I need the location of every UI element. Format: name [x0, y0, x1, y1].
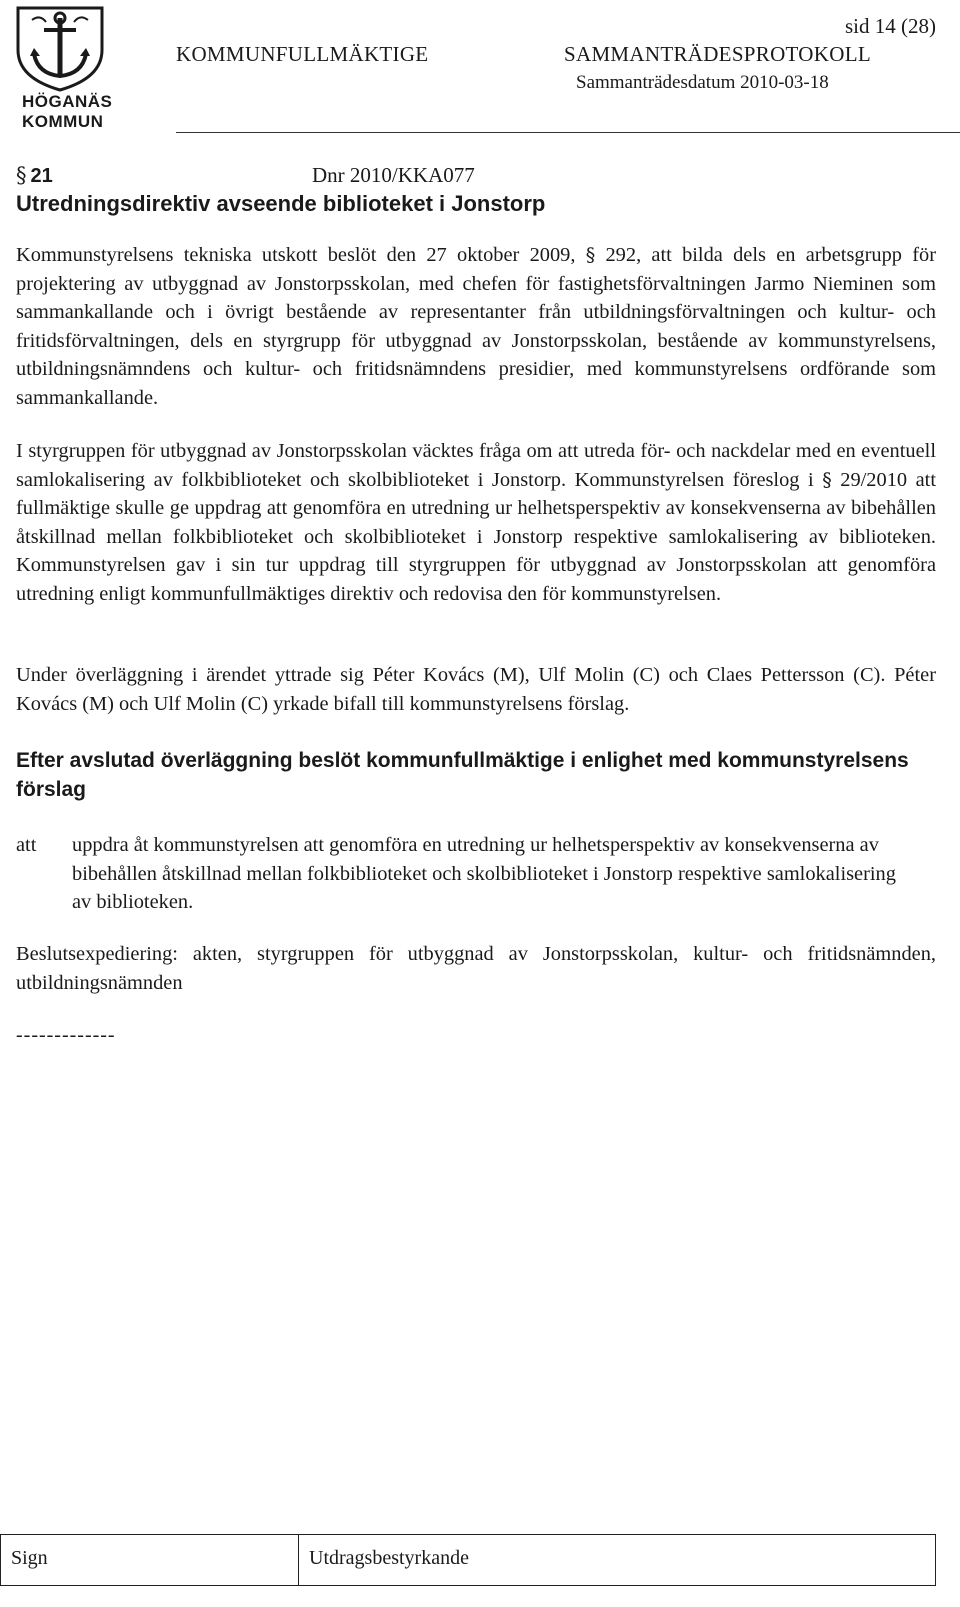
section-sign: §: [16, 163, 27, 187]
decision-text: uppdra åt kommunstyrelsen att genomföra en utredning ur helhetsperspektiv av konsekvenserna av bibehållen åtskillnad mellan folkbiblioteket och skolbiblioteket i Jonstorp respektive samlokalisering av biblioteken.: [72, 834, 896, 914]
paragraph-3: Under överläggning i ärendet yttrade sig Péter Kovács (M), Ulf Molin (C) och Claes Pettersson (C). Péter Kovács (M) och Ulf Molin (C) yrkade bifall till kommunstyrelsens förslag.: [16, 664, 936, 715]
sign-label: Sign: [11, 1547, 48, 1569]
meeting-date: Sammanträdesdatum 2010-03-18: [576, 72, 829, 93]
item-number: [16, 163, 53, 188]
dnr: Dnr 2010/KKA077: [312, 163, 475, 187]
paragraph-2: [16, 437, 936, 609]
footer-signature-table: [0, 1534, 936, 1586]
page-number: sid 14 (28): [845, 14, 936, 38]
municipality-logo: [10, 4, 113, 134]
header-doc-type: SAMMANTRÄDESPROTOKOLL: [564, 42, 871, 66]
extract-label: Utdragsbestyrkande: [309, 1547, 469, 1569]
logo-line-1: HÖGANÄS: [22, 92, 113, 111]
paragraph-1-part-a: Kommunstyrelsens tekniska utskott beslöt den 27 oktober 2009,: [16, 244, 586, 266]
header-body: KOMMUNFULLMÄKTIGE: [176, 42, 429, 66]
paragraph-2-part-b: 29/2010 att fullmäktige skulle ge uppdrag att genomföra en utredning ur helhetsperspektiv av konsekvenserna av bibehållen åtskillnad mellan folkbiblioteket och skolbiblioteket i Jonstorp respektive samlokalisering av biblioteken. Kommunstyrelsen gav i sin tur uppdrag till styrgruppen för utbyggnad av Jonstorpsskolan att genomföra utredning enligt kommunfullmäktiges direktiv och redovisa den för kommunstyrelsen.: [16, 468, 936, 605]
att-label: att: [16, 834, 37, 856]
separator: -------------: [16, 1024, 116, 1046]
item-number-value: 21: [30, 165, 53, 187]
logo-line-2: KOMMUN: [22, 112, 104, 131]
expedition: Beslutsexpediering: akten, styrgruppen för utbyggnad av Jonstorpsskolan, kultur- och fritidsnämnden, utbildningsnämnden: [16, 943, 936, 994]
paragraph-1-part-b: 292, att bilda dels en arbetsgrupp för projektering av utbyggnad av Jonstorpsskolan, med chefen för fastighetsförvaltningen Jarmo Nieminen som sammankallande och i övrigt bestående av representanter från utbildningsförvaltningen och kultur- och fritidsförvaltningen, dels en styrgrupp för utbyggnad av Jonstorpsskolan, bestående av kommunstyrelsens, utbildningsnämndens och kultur- och fritidsnämndens presidier, med kommunstyrelsens ordförande som sammankallande.: [16, 244, 937, 409]
anchor-crest-icon: [10, 4, 110, 92]
paragraph-2-part-a: I styrgruppen för utbyggnad av Jonstorpsskolan väcktes fråga om att utreda för- och nackdelar med en eventuell samlokalisering av folkbiblioteket och skolbiblioteket i Jonstorp. Kommunstyrelsen föreslog i: [16, 440, 936, 491]
section-sign: §: [585, 244, 596, 266]
item-title: Utredningsdirektiv avseende biblioteket i Jonstorp: [16, 191, 546, 216]
decision-heading: Efter avslutad överläggning beslöt kommunfullmäktige i enlighet med kommunstyrelsens förslag: [16, 749, 909, 801]
section-sign: §: [822, 468, 832, 491]
extract-cell[interactable]: [299, 1535, 935, 1585]
paragraph-1: [16, 241, 936, 413]
sign-cell[interactable]: [1, 1535, 299, 1585]
header-rule: [176, 132, 960, 133]
